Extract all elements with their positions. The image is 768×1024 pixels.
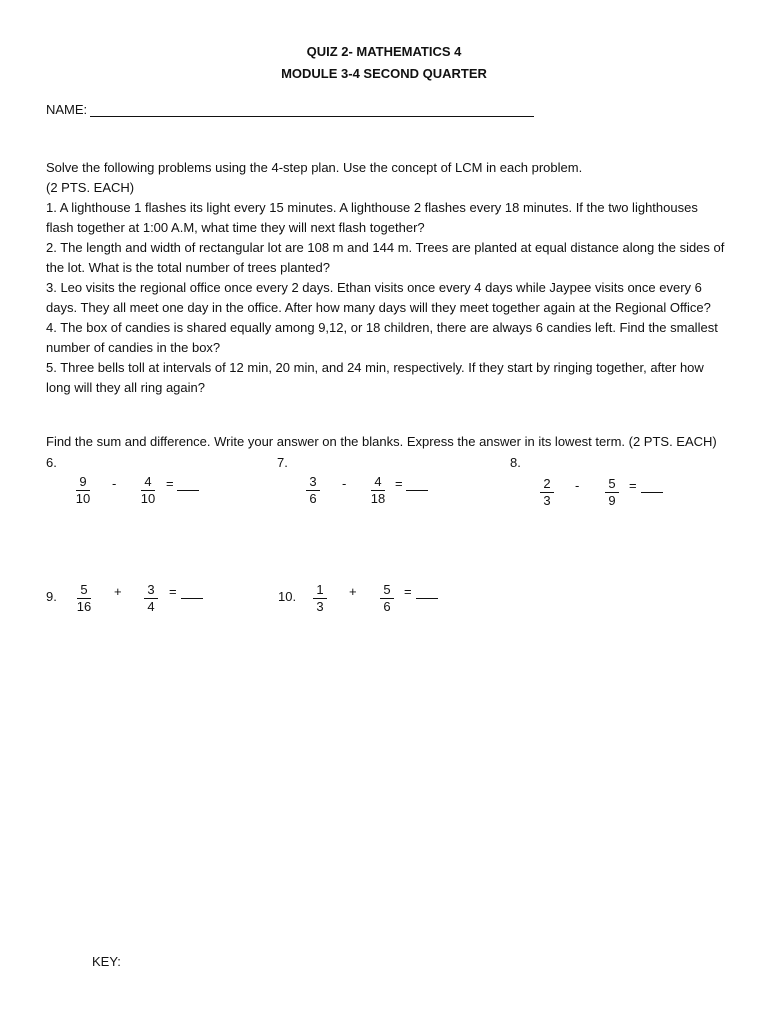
problem-4: 4. The box of candies is shared equally among 9,12, or 18 children, there are always 6 candies left. Find the smallest number of candies in the box? [46, 320, 718, 355]
numerator: 3 [309, 474, 317, 489]
denominator: 10 [75, 491, 91, 506]
denominator: 18 [370, 491, 386, 506]
name-row [46, 102, 534, 117]
fraction-a [298, 474, 328, 507]
item-number: 9. [46, 589, 57, 604]
answer-blank[interactable] [406, 489, 428, 491]
operator: + [349, 584, 357, 599]
fraction-a [68, 474, 98, 507]
operator: - [342, 476, 347, 491]
numerator: 3 [147, 582, 155, 597]
problem-3: 3. Leo visits the regional office once every 2 days. Ethan visits once every 4 days while Jaypee visits once every 6 days. They all meet one day in the office. After how many days will they meet together again at the Regional Office? [46, 280, 711, 315]
numerator: 5 [608, 476, 616, 491]
section1-instruction: Solve the following problems using the 4-step plan. Use the concept of LCM in each problem. [46, 160, 583, 175]
denominator: 3 [543, 493, 551, 508]
name-blank[interactable] [90, 104, 534, 117]
denominator: 9 [608, 493, 616, 508]
answer-blank[interactable] [177, 489, 199, 491]
equals-sign: = [166, 476, 174, 491]
denominator: 6 [383, 599, 391, 614]
equals-sign: = [169, 584, 177, 599]
fraction-b [597, 476, 627, 509]
numerator: 1 [316, 582, 324, 597]
quiz-subtitle: MODULE 3-4 SECOND QUARTER [281, 66, 487, 81]
problem-1: 1. A lighthouse 1 flashes its light every 15 minutes. A lighthouse 2 flashes every 18 minutes. If the two lighthouses flash together at 1:00 A.M, what time they will next flash together? [46, 200, 698, 235]
problem-5: 5. Three bells toll at intervals of 12 min, 20 min, and 24 min, respectively. If they start by ringing together, after how long will they all ring again? [46, 360, 704, 395]
problem-2: 2. The length and width of rectangular lot are 108 m and 144 m. Trees are planted at equal distance along the sides of the lot. What is the total number of trees planted? [46, 240, 725, 275]
item-number: 8. [510, 455, 521, 470]
fraction-a [532, 476, 562, 509]
section2-instruction: Find the sum and difference. Write your answer on the blanks. Express the answer in its lowest term. (2 PTS. EACH) [46, 434, 717, 449]
fraction-a [305, 582, 335, 615]
fraction-b [363, 474, 393, 507]
answer-blank[interactable] [181, 597, 203, 599]
denominator: 4 [147, 599, 155, 614]
fraction-b [133, 474, 163, 507]
numerator: 5 [80, 582, 88, 597]
denominator: 10 [140, 491, 156, 506]
denominator: 16 [76, 599, 92, 614]
operator: - [112, 476, 117, 491]
denominator: 3 [316, 599, 324, 614]
numerator: 4 [374, 474, 382, 489]
key-label: KEY: [92, 954, 121, 969]
answer-blank[interactable] [416, 597, 438, 599]
equals-sign: = [629, 478, 637, 493]
item-number: 10. [278, 589, 297, 604]
fraction-b [372, 582, 402, 615]
numerator: 4 [144, 474, 152, 489]
name-label: NAME: [46, 102, 88, 117]
quiz-title: QUIZ 2- MATHEMATICS 4 [306, 44, 462, 59]
numerator: 5 [383, 582, 391, 597]
fraction-a [69, 582, 99, 615]
word-problems-section [46, 158, 726, 398]
answer-blank[interactable] [641, 491, 663, 493]
denominator: 6 [309, 491, 317, 506]
operator: + [114, 584, 122, 599]
numerator: 2 [543, 476, 551, 491]
equals-sign: = [395, 476, 403, 491]
item-number: 6. [46, 455, 57, 470]
numerator: 9 [79, 474, 87, 489]
equals-sign: = [404, 584, 412, 599]
operator: - [575, 478, 580, 493]
fraction-b [136, 582, 166, 615]
section1-points: (2 PTS. EACH) [46, 180, 135, 195]
item-number: 7. [277, 455, 288, 470]
